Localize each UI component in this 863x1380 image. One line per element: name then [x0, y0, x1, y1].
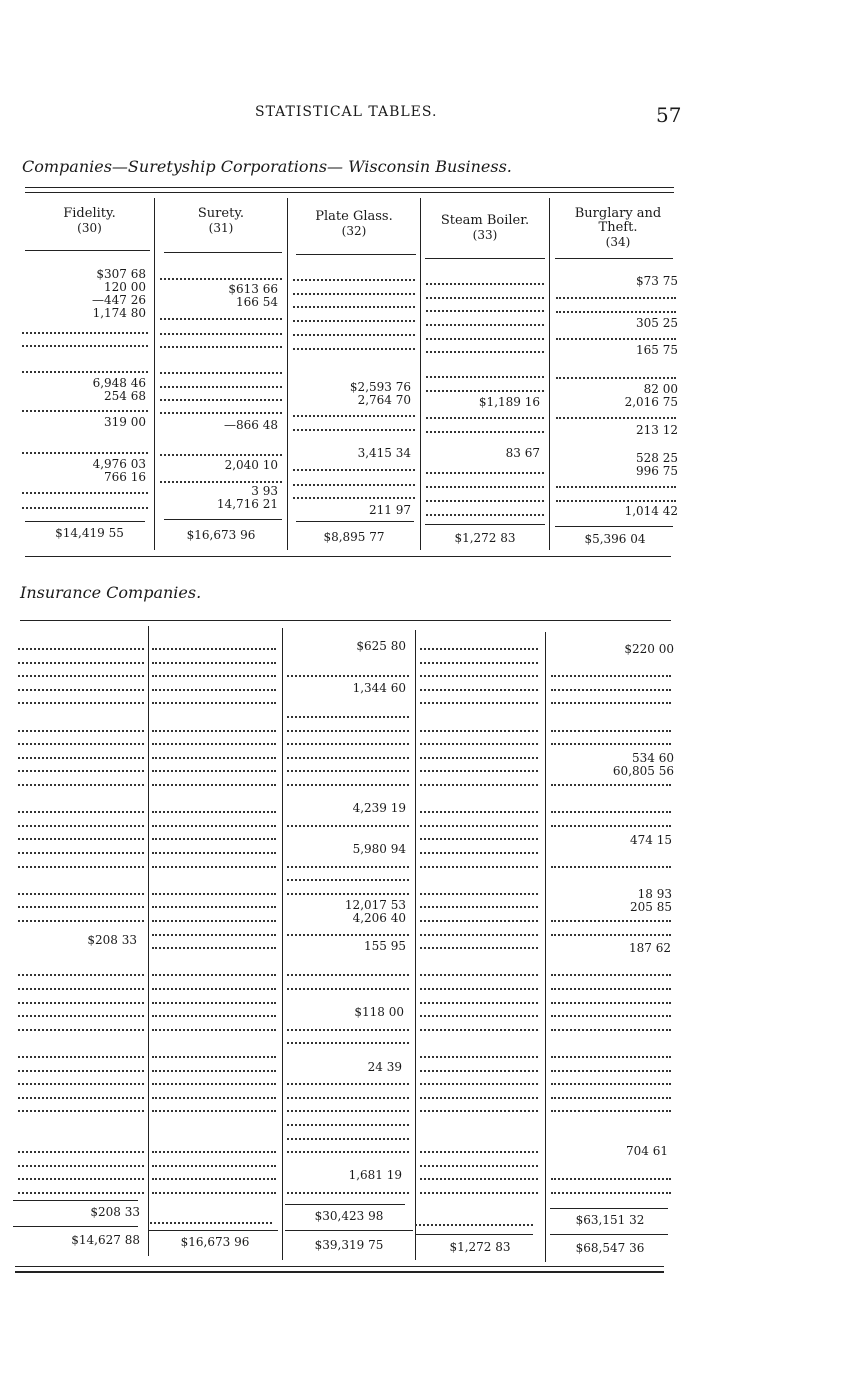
dot-leader [152, 1165, 276, 1167]
dot-leader [420, 1097, 538, 1099]
column-header-number: (30) [77, 221, 102, 235]
dot-leader [556, 500, 676, 502]
dot-leader [426, 514, 544, 516]
dot-leader [152, 1151, 276, 1153]
burglary-value: 187 62 [629, 941, 671, 955]
dot-leader [18, 675, 144, 677]
dot-leader [420, 974, 538, 976]
total-rule [296, 521, 414, 522]
dot-leader [152, 1178, 276, 1180]
dot-leader [18, 811, 144, 813]
grand-total-burglary: $68,547 36 [575, 1241, 645, 1255]
dot-leader [426, 297, 544, 299]
column-header-number: (34) [605, 235, 631, 249]
dot-leader [18, 906, 144, 908]
dot-leader [152, 852, 276, 854]
table-bottom-rule [15, 1266, 664, 1267]
dot-leader [152, 1110, 276, 1112]
steam-boiler-value: 83 67 [505, 446, 540, 460]
dot-leader [551, 934, 671, 936]
dot-leader [18, 1192, 144, 1194]
column-header-label: Steam Boiler. [440, 213, 530, 228]
dot-leader [152, 934, 276, 936]
dot-leader [426, 283, 544, 285]
dot-leader [420, 1002, 538, 1004]
burglary-value: 704 61 [626, 1144, 668, 1158]
plate-glass-value: 5,980 94 [352, 842, 406, 856]
column-divider [282, 628, 283, 1260]
dot-leader [18, 1165, 144, 1167]
dot-leader [22, 507, 148, 509]
subtotal-rule [13, 1200, 138, 1201]
dot-leader [556, 417, 676, 419]
dot-leader [160, 346, 282, 348]
dot-leader [18, 689, 144, 691]
dot-leader [287, 934, 409, 936]
dot-leader [551, 988, 671, 990]
total-burglary: $5,396 04 [584, 532, 646, 546]
surety-value: 2,040 10 [224, 458, 278, 472]
total-rule [13, 1226, 138, 1227]
table-rule [25, 192, 674, 193]
dot-leader [293, 306, 415, 308]
dot-leader [152, 702, 276, 704]
dot-leader [426, 500, 544, 502]
dot-leader [152, 947, 276, 949]
dot-leader [160, 372, 282, 374]
total-rule [148, 1230, 278, 1231]
column-header-label: Plate Glass. [315, 209, 393, 224]
dot-leader [18, 920, 144, 922]
dot-leader [551, 866, 671, 868]
dot-leader [551, 730, 671, 732]
dot-leader [152, 1083, 276, 1085]
page-number: 57 [656, 103, 682, 127]
dot-leader [22, 410, 148, 412]
dot-leader [420, 1165, 538, 1167]
dot-leader [551, 920, 671, 922]
subtotal-plate-glass: $30,423 98 [314, 1209, 384, 1223]
dot-leader [152, 648, 276, 650]
column-header-fidelity [25, 207, 154, 235]
dot-leader [160, 333, 282, 335]
dot-leader [287, 784, 409, 786]
column-header-burglary [558, 207, 678, 249]
column-divider [148, 626, 149, 1256]
dot-leader [287, 866, 409, 868]
dot-leader [287, 1124, 409, 1126]
header-underline [296, 254, 416, 255]
dot-leader [420, 648, 538, 650]
dot-leader [22, 371, 148, 373]
dot-leader [426, 324, 544, 326]
dot-leader [18, 1083, 144, 1085]
dot-leader [551, 689, 671, 691]
dot-leader [152, 1056, 276, 1058]
column-header-label: Surety. [197, 206, 245, 221]
dot-leader [18, 757, 144, 759]
surety-value: 3 93 14,716 21 [216, 484, 278, 511]
dot-leader [22, 332, 148, 334]
dot-leader [420, 662, 538, 664]
running-header: STATISTICAL TABLES. [255, 104, 438, 120]
dot-leader [420, 934, 538, 936]
dot-leader [18, 1070, 144, 1072]
table-rule [25, 187, 674, 188]
dot-leader [287, 1083, 409, 1085]
burglary-value: 305 25 [636, 316, 678, 330]
fidelity-value: $208 33 [87, 933, 137, 947]
total-steam-boiler: $1,272 83 [454, 531, 516, 545]
dot-leader [426, 390, 544, 392]
dot-leader [287, 730, 409, 732]
dot-leader [152, 1029, 276, 1031]
dot-leader [287, 1151, 409, 1153]
total-rule [164, 519, 282, 520]
dot-leader [18, 730, 144, 732]
section1-caption: Companies—Suretyship Corporations— Wisconsin Business. [22, 157, 512, 176]
dot-leader [18, 662, 144, 664]
dot-leader [551, 1097, 671, 1099]
dot-leader [152, 988, 276, 990]
dot-leader [556, 311, 676, 313]
dot-leader [152, 1015, 276, 1017]
surety-value: $613 66 166 54 [228, 282, 278, 309]
dot-leader [551, 811, 671, 813]
dot-leader [556, 486, 676, 488]
dot-leader [287, 879, 409, 881]
total-rule [285, 1230, 413, 1231]
dot-leader [152, 1192, 276, 1194]
dot-leader [420, 770, 538, 772]
dot-leader [420, 988, 538, 990]
dot-leader [415, 1224, 533, 1226]
dot-leader [556, 338, 676, 340]
subtotal-burglary: $63,151 32 [575, 1213, 645, 1227]
dot-leader [152, 757, 276, 759]
plate-glass-value: 1,681 19 [348, 1168, 402, 1182]
dot-leader [152, 811, 276, 813]
dot-leader [18, 838, 144, 840]
dot-leader [551, 974, 671, 976]
dot-leader [152, 770, 276, 772]
column-header-label: Burglary and Theft. [574, 206, 662, 235]
dot-leader [420, 1151, 538, 1153]
plate-glass-value: 4,239 19 [352, 801, 406, 815]
dot-leader [426, 338, 544, 340]
plate-glass-value: $625 80 [356, 639, 406, 653]
dot-leader [420, 1029, 538, 1031]
dot-leader [160, 412, 282, 414]
dot-leader [287, 1110, 409, 1112]
dot-leader [287, 1042, 409, 1044]
dot-leader [160, 278, 282, 280]
header-underline [25, 250, 150, 251]
dot-leader [18, 1002, 144, 1004]
dot-leader [420, 920, 538, 922]
dot-leader [551, 675, 671, 677]
dot-leader [160, 454, 282, 456]
dot-leader [287, 1138, 409, 1140]
dot-leader [152, 675, 276, 677]
dot-leader [551, 784, 671, 786]
total-fidelity: $14,419 55 [55, 526, 124, 540]
dot-leader [152, 906, 276, 908]
dot-leader [152, 743, 276, 745]
header-underline [555, 258, 673, 259]
total-rule [555, 526, 673, 527]
dot-leader [18, 1097, 144, 1099]
dot-leader [420, 1070, 538, 1072]
burglary-value: 528 25 996 75 [636, 451, 678, 478]
dot-leader [18, 1151, 144, 1153]
dot-leader [293, 469, 415, 471]
column-divider [549, 198, 550, 550]
dot-leader [18, 988, 144, 990]
dot-leader [293, 497, 415, 499]
dot-leader [287, 1192, 409, 1194]
dot-leader [152, 1070, 276, 1072]
fidelity-value: 319 00 [104, 415, 146, 429]
column-header-label: Fidelity. [63, 206, 116, 221]
column-header-number: (32) [341, 224, 367, 238]
subtotal-rule [285, 1204, 405, 1205]
column-divider [420, 198, 421, 550]
dot-leader [293, 293, 415, 295]
dot-leader [18, 893, 144, 895]
dot-leader [18, 1110, 144, 1112]
dot-leader [150, 1222, 272, 1224]
column-divider [415, 630, 416, 1260]
dot-leader [420, 838, 538, 840]
column-divider [287, 198, 288, 550]
dot-leader [293, 320, 415, 322]
dot-leader [420, 1110, 538, 1112]
subtotal-fidelity: $208 33 [90, 1205, 140, 1219]
dot-leader [420, 866, 538, 868]
section2-caption: Insurance Companies. [20, 583, 202, 602]
dot-leader [22, 452, 148, 454]
dot-leader [152, 662, 276, 664]
dot-leader [152, 730, 276, 732]
dot-leader [426, 431, 544, 433]
dot-leader [420, 893, 538, 895]
dot-leader [152, 893, 276, 895]
fidelity-value: $307 68 120 00 —447 26 1,174 80 [92, 267, 146, 320]
dot-leader [287, 757, 409, 759]
dot-leader [152, 1002, 276, 1004]
dot-leader [426, 417, 544, 419]
dot-leader [420, 702, 538, 704]
dot-leader [420, 1192, 538, 1194]
dot-leader [420, 825, 538, 827]
table-bottom-rule [25, 556, 671, 557]
dot-leader [293, 484, 415, 486]
dot-leader [152, 825, 276, 827]
dot-leader [160, 386, 282, 388]
dot-leader [420, 1178, 538, 1180]
dot-leader [293, 415, 415, 417]
grand-total-surety: $16,673 96 [180, 1235, 250, 1249]
burglary-value: 82 00 2,016 75 [624, 382, 678, 409]
grand-total-fidelity: $14,627 88 [71, 1233, 140, 1247]
total-rule [425, 524, 545, 525]
dot-leader [287, 825, 409, 827]
column-header-plate-glass [288, 210, 420, 238]
steam-boiler-value: $1,189 16 [478, 395, 540, 409]
plate-glass-value: 155 95 [364, 939, 406, 953]
grand-total-plate-glass: $39,319 75 [314, 1238, 384, 1252]
dot-leader [556, 377, 676, 379]
dot-leader [551, 1015, 671, 1017]
dot-leader [420, 852, 538, 854]
dot-leader [551, 1192, 671, 1194]
dot-leader [551, 743, 671, 745]
total-rule [415, 1234, 533, 1235]
dot-leader [551, 1070, 671, 1072]
dot-leader [287, 974, 409, 976]
dot-leader [551, 1178, 671, 1180]
burglary-value: $73 75 [636, 274, 678, 288]
surety-value: —866 48 [224, 418, 278, 432]
dot-leader [420, 1056, 538, 1058]
dot-leader [287, 1097, 409, 1099]
dot-leader [18, 852, 144, 854]
burglary-value: 18 93 205 85 [630, 887, 672, 914]
plate-glass-value: 24 39 [367, 1060, 402, 1074]
burglary-value: 1,014 42 [624, 504, 678, 518]
column-header-surety [155, 207, 287, 235]
dot-leader [18, 1029, 144, 1031]
burglary-value: 534 60 60,805 56 [612, 751, 674, 778]
dot-leader [18, 974, 144, 976]
dot-leader [18, 866, 144, 868]
table-bottom-rule [15, 1271, 664, 1273]
dot-leader [287, 743, 409, 745]
dot-leader [551, 1083, 671, 1085]
burglary-value: 474 15 [630, 833, 672, 847]
total-rule [25, 521, 145, 522]
dot-leader [293, 348, 415, 350]
column-divider [154, 198, 155, 550]
dot-leader [18, 1178, 144, 1180]
dot-leader [152, 689, 276, 691]
dot-leader [152, 974, 276, 976]
dot-leader [287, 988, 409, 990]
dot-leader [293, 334, 415, 336]
dot-leader [152, 784, 276, 786]
dot-leader [152, 1097, 276, 1099]
total-rule [550, 1234, 668, 1235]
dot-leader [293, 279, 415, 281]
dot-leader [160, 318, 282, 320]
column-divider [545, 632, 546, 1262]
dot-leader [18, 770, 144, 772]
subtotal-rule [550, 1208, 668, 1209]
dot-leader [420, 906, 538, 908]
total-plate-glass: $8,895 77 [323, 530, 385, 544]
dot-leader [287, 1029, 409, 1031]
column-header-number: (31) [208, 221, 234, 235]
dot-leader [287, 770, 409, 772]
dot-leader [426, 376, 544, 378]
dot-leader [420, 757, 538, 759]
plate-glass-value: 12,017 53 4,206 40 [344, 898, 406, 925]
dot-leader [152, 838, 276, 840]
plate-glass-value: $2,593 76 2,764 70 [349, 380, 411, 407]
dot-leader [18, 648, 144, 650]
dot-leader [420, 730, 538, 732]
dot-leader [420, 811, 538, 813]
dot-leader [420, 784, 538, 786]
dot-leader [420, 1083, 538, 1085]
dot-leader [426, 472, 544, 474]
dot-leader [420, 1015, 538, 1017]
dot-leader [287, 893, 409, 895]
dot-leader [22, 345, 148, 347]
column-header-number: (33) [472, 228, 498, 242]
dot-leader [551, 1110, 671, 1112]
total-surety: $16,673 96 [186, 528, 256, 542]
column-header-steam-boiler [421, 214, 549, 242]
dot-leader [420, 947, 538, 949]
dot-leader [426, 486, 544, 488]
table-rule [20, 620, 671, 621]
dot-leader [18, 1015, 144, 1017]
burglary-value: 165 75 [636, 343, 678, 357]
dot-leader [551, 1029, 671, 1031]
plate-glass-value: 211 97 [369, 503, 411, 517]
plate-glass-value: 3,415 34 [357, 446, 411, 460]
dot-leader [18, 743, 144, 745]
dot-leader [551, 1002, 671, 1004]
header-underline [425, 258, 545, 259]
dot-leader [152, 920, 276, 922]
fidelity-value: 4,976 03 766 16 [92, 457, 146, 484]
dot-leader [420, 743, 538, 745]
dot-leader [556, 297, 676, 299]
header-underline [164, 252, 282, 253]
dot-leader [287, 675, 409, 677]
dot-leader [18, 784, 144, 786]
burglary-value: $220 00 [624, 642, 674, 656]
dot-leader [551, 825, 671, 827]
dot-leader [426, 310, 544, 312]
dot-leader [18, 1056, 144, 1058]
dot-leader [293, 429, 415, 431]
dot-leader [160, 481, 282, 483]
dot-leader [426, 351, 544, 353]
dot-leader [420, 689, 538, 691]
dot-leader [18, 825, 144, 827]
dot-leader [18, 702, 144, 704]
dot-leader [152, 866, 276, 868]
plate-glass-value: $118 00 [354, 1005, 404, 1019]
plate-glass-value: 1,344 60 [352, 681, 406, 695]
dot-leader [22, 492, 148, 494]
dot-leader [287, 716, 409, 718]
fidelity-value: 6,948 46 254 68 [92, 376, 146, 403]
dot-leader [420, 675, 538, 677]
grand-total-steam-boiler: $1,272 83 [449, 1240, 511, 1254]
dot-leader [160, 399, 282, 401]
dot-leader [551, 1056, 671, 1058]
burglary-value: 213 12 [636, 423, 678, 437]
dot-leader [551, 702, 671, 704]
